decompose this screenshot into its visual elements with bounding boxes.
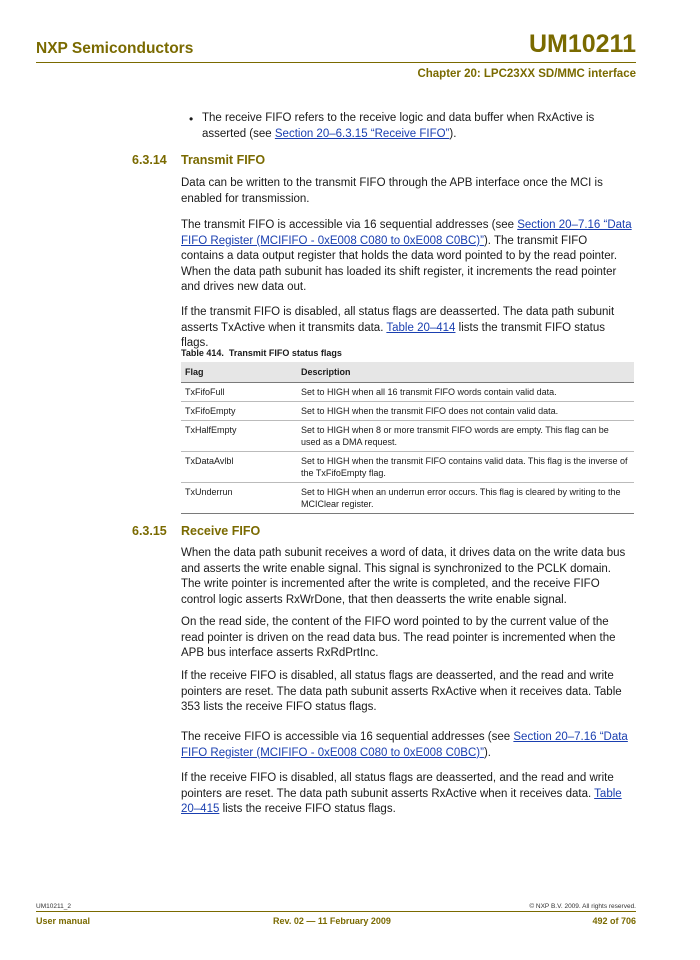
receive-para-4: [181, 730, 633, 761]
receive-para-5: [181, 771, 633, 818]
receive-para-4-a: The receive FIFO is accessible via 16 sequential addresses (see: [181, 731, 514, 743]
bullet-text-b: ).: [449, 127, 457, 140]
flag-cell: TxFifoEmpty: [181, 402, 297, 421]
table-415-link[interactable]: Table 20–415: [181, 787, 622, 815]
description-cell: Set to HIGH when the transmit FIFO contains valid data. This flag is the inverse of the TxFifoEmpty flag.: [297, 452, 634, 483]
table-row: [181, 383, 634, 402]
flag-cell: TxFifoFull: [181, 383, 297, 402]
bullet-text: [202, 111, 632, 142]
company-name: NXP Semiconductors: [36, 40, 194, 57]
table-row: [181, 483, 634, 514]
description-cell: Set to HIGH when an underrun error occurs. This flag is cleared by writing to the MCIClear register.: [297, 483, 634, 514]
description-cell: Set to HIGH when 8 or more transmit FIFO words are empty. This flag can be used as a DMA request.: [297, 421, 634, 452]
description-cell: Set to HIGH when the transmit FIFO does not contain valid data.: [297, 402, 634, 421]
transmit-para-2-a: The transmit FIFO is accessible via 16 sequential addresses (see: [181, 219, 518, 231]
receive-para-5-b: lists the receive FIFO status flags.: [219, 803, 396, 815]
transmit-para-3: [181, 305, 633, 352]
section-number-6-3-14: 6.3.14: [132, 153, 167, 167]
transmit-para-2: [181, 218, 633, 296]
receive-para-4-b: ).: [483, 746, 491, 759]
receive-para-2: On the read side, the content of the FIFO word pointed to by the current value of the read pointer is driven on the read data bus. The read pointer is incremented when the APB bus interface asserts RxRdPrtInc.: [181, 616, 616, 659]
receive-para-5-a: If the receive FIFO is disabled, all status flags are deasserted, and the read and write pointers are reset. The data path subunit asserts RxActive when it receives data.: [181, 772, 614, 800]
receive-para-1: When the data path subunit receives a word of data, it drives data on the write data bus and asserts the write enable signal. This signal is synchronized to the PCLK domain. The write pointer is incremented after the write is completed, and the receive FIFO control logic asserts RxWrDone, that then deasserts the write enable signal.: [181, 547, 626, 606]
table-header-row: [181, 362, 634, 383]
receive-fifo-link[interactable]: Section 20–6.3.15 “Receive FIFO”: [274, 127, 450, 140]
flag-cell: TxHalfEmpty: [181, 421, 297, 452]
transmit-para-3-b: lists the transmit FIFO status flags.: [181, 321, 605, 349]
table-414-link[interactable]: Table 20–414: [386, 321, 456, 334]
footer-doc-type: User manual: [36, 916, 91, 926]
column-header-description: Description: [297, 362, 634, 383]
data-fifo-register-link-2[interactable]: Section 20–7.16 “Data FIFO Register (MCIFIFO - 0xE008 C080 to 0xE008 C0BC)”: [181, 731, 628, 759]
footer-page-number: 492 of 706: [592, 916, 636, 926]
table-row: [181, 452, 634, 483]
section-number-6-3-15: 6.3.15: [132, 524, 167, 538]
footer-divider: [36, 911, 636, 912]
data-fifo-register-link[interactable]: Section 20–7.16 “Data FIFO Register (MCIFIFO - 0xE008 C080 to 0xE008 C0BC)”: [181, 219, 632, 247]
column-header-flag: Flag: [181, 362, 297, 383]
transmit-flags-table: [181, 362, 634, 514]
bullet-text-a: The receive FIFO refers to the receive logic and data buffer when RxActive is asserted (see: [202, 112, 595, 140]
footer-copyright: © NXP B.V. 2009. All rights reserved.: [529, 903, 636, 910]
bullet-icon: •: [189, 112, 194, 126]
chapter-title: Chapter 20: LPC23XX SD/MMC interface: [417, 68, 636, 80]
transmit-para-1: Data can be written to the transmit FIFO through the APB interface once the MCI is enabled for transmission.: [181, 177, 603, 205]
description-cell: Set to HIGH when all 16 transmit FIFO words contain valid data.: [297, 383, 634, 402]
section-title-receive-fifo: Receive FIFO: [181, 524, 261, 538]
table-row: [181, 421, 634, 452]
footer-doc-code: UM10211_2: [36, 903, 71, 910]
footer-revision: Rev. 02 — 11 February 2009: [273, 916, 391, 926]
table-row: [181, 402, 634, 421]
flag-cell: TxUnderrun: [181, 483, 297, 514]
transmit-para-2-b: ). The transmit FIFO contains a data output register that holds the data word pointed to by the read pointer. When the data path subunit has loaded its shift register, it increments the read pointer and drives new data out.: [181, 234, 618, 293]
receive-para-3: If the receive FIFO is disabled, all status flags are deasserted, and the read and write pointers are reset. The data path subunit asserts RxActive when it receives data. Table 353 lists the receive FIFO status flags.: [181, 670, 622, 713]
document-id: UM10211: [528, 30, 636, 58]
flag-cell: TxDataAvlbl: [181, 452, 297, 483]
table-caption: Table 414. Transmit FIFO status flags: [181, 348, 342, 358]
section-title-transmit-fifo: Transmit FIFO: [181, 153, 266, 167]
header-divider: [36, 62, 636, 63]
transmit-para-3-a: If the transmit FIFO is disabled, all status flags are deasserted. The data path subunit asserts TxActive when it transmits data.: [181, 306, 615, 334]
